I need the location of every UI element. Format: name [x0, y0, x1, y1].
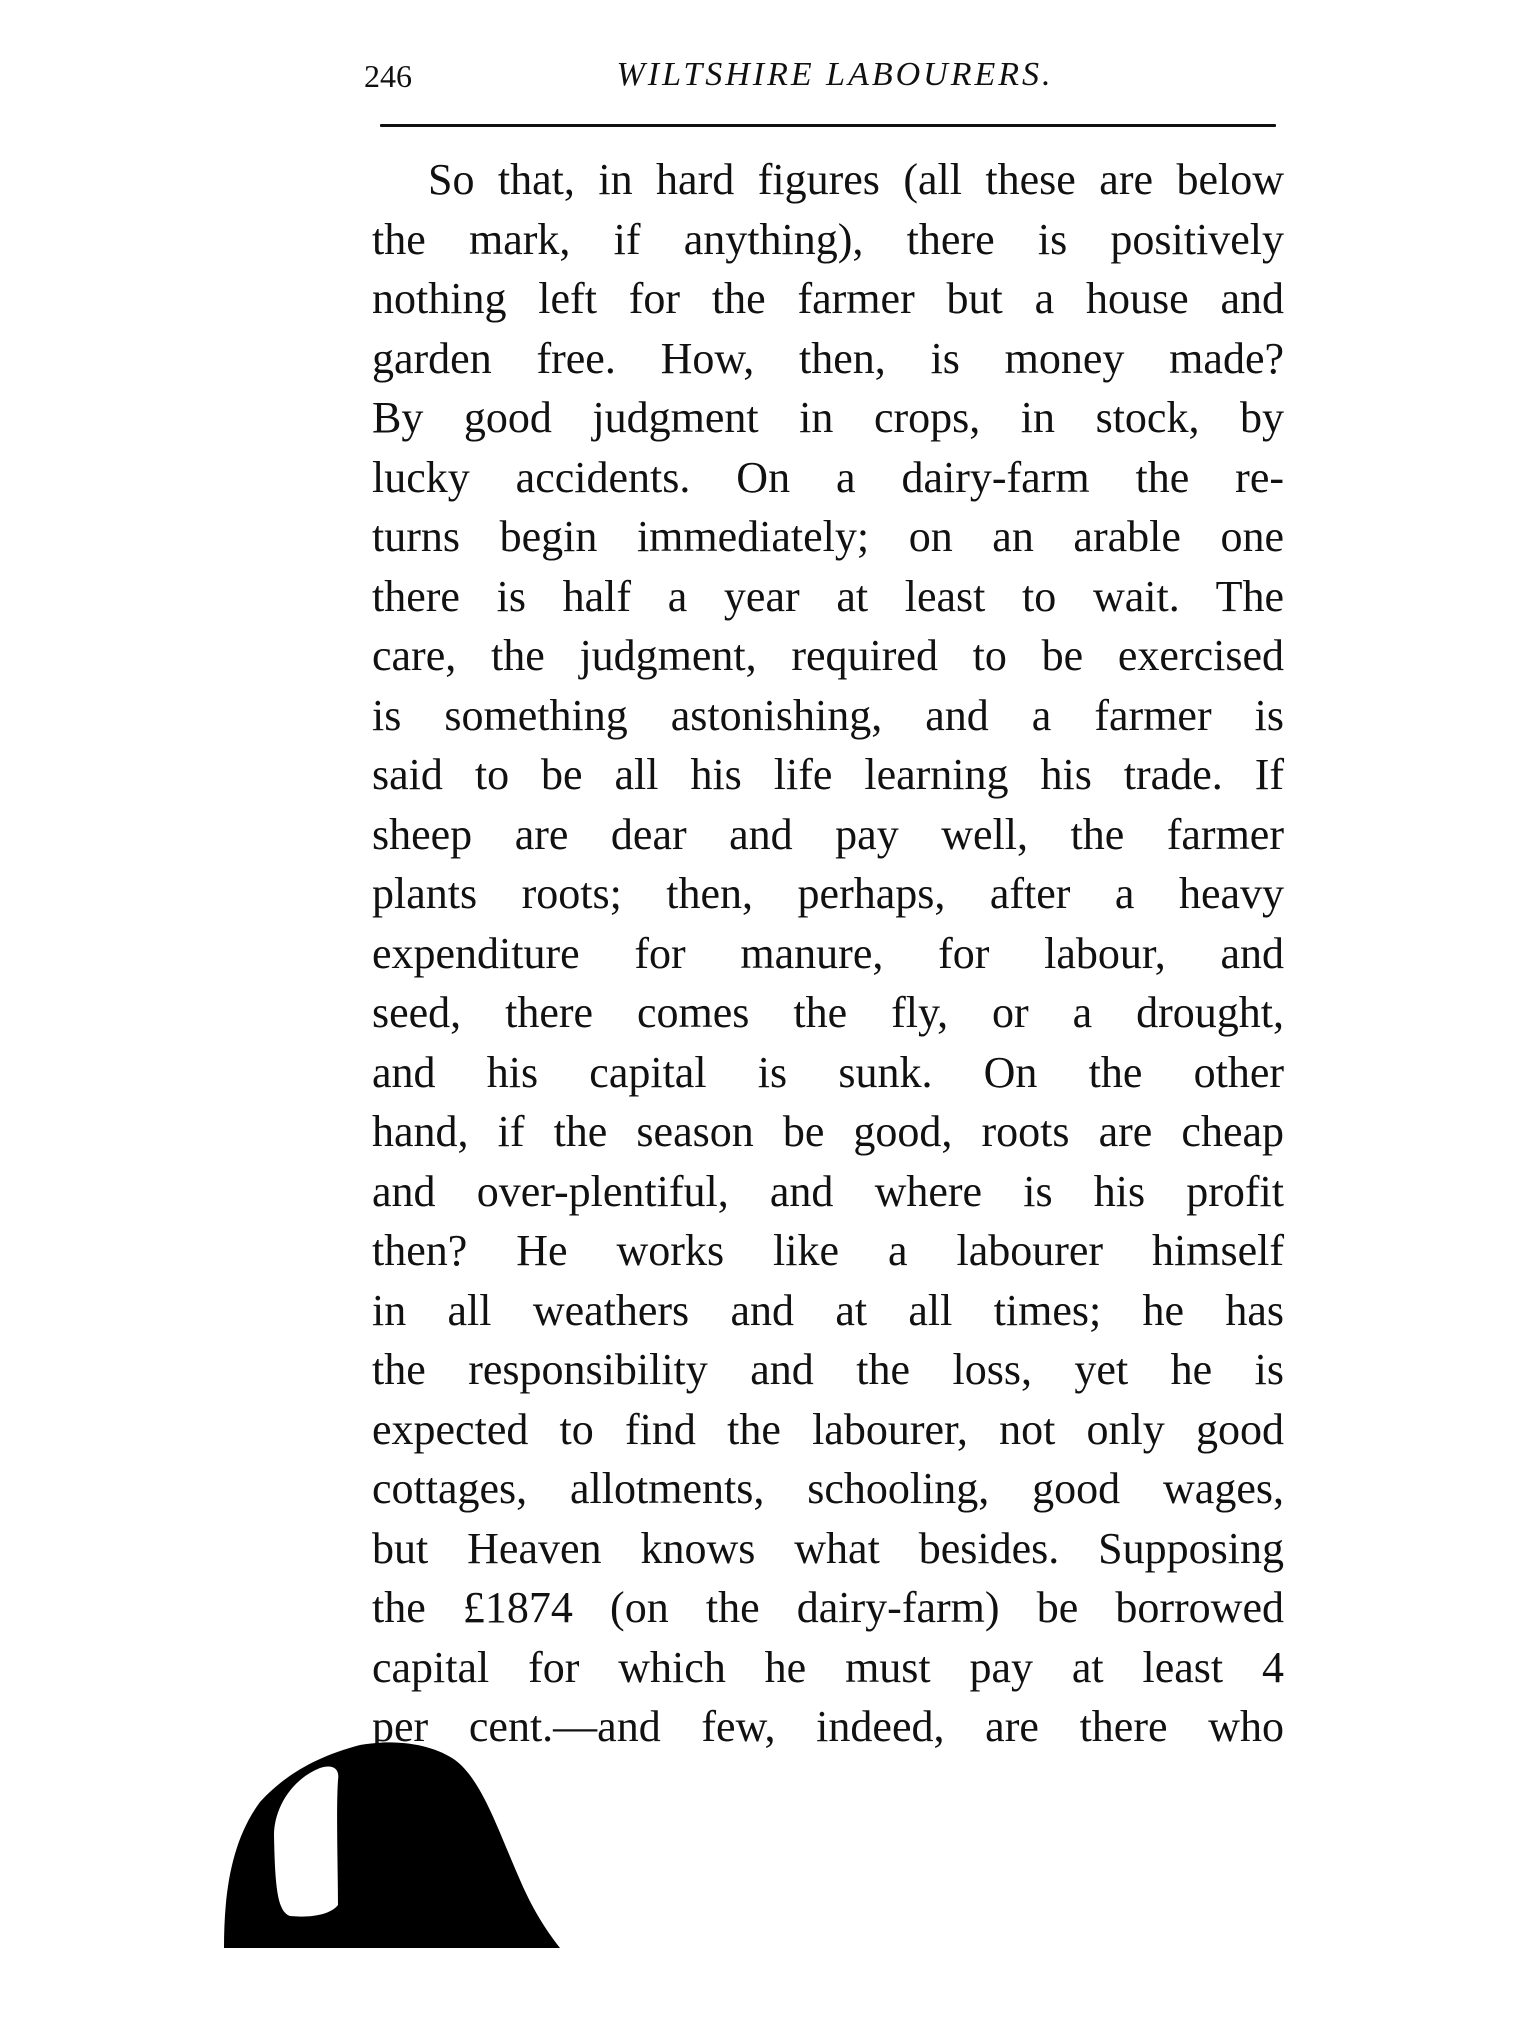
text-line: the £1874 (on the dairy-farm) be borrowed [372, 1583, 1284, 1632]
text-line: sheep are dear and pay well, the farmer [372, 809, 1284, 859]
text-line: in all weathers and at all times; he has [372, 1285, 1284, 1335]
text-line: seed, there comes the fly, or a drought, [372, 988, 1284, 1037]
page-number: 246 [364, 58, 412, 94]
text-line: care, the judgment, required to be exercised [372, 631, 1284, 680]
text-line: lucky accidents. On a dairy-farm the re- [372, 452, 1284, 502]
text-line: turns begin immediately; on an arable one [372, 512, 1284, 561]
text-line: there is half a year at least to wait. The [372, 571, 1284, 621]
text-line: nothing left for the farmer but a house and [372, 274, 1284, 323]
scanner-thumb-shadow [220, 1740, 565, 1955]
text-line: hand, if the season be good, roots are cheap [372, 1107, 1284, 1156]
text-line: is something astonishing, and a farmer is [372, 690, 1284, 740]
text-line: and his capital is sunk. On the other [372, 1047, 1284, 1097]
text-line: capital for which he must pay at least 4 [372, 1642, 1284, 1692]
text-line: By good judgment in crops, in stock, by [372, 393, 1284, 442]
header-rule [380, 124, 1276, 127]
text-line: garden free. How, then, is money made? [372, 333, 1284, 383]
text-line: expected to find the labourer, not only good [372, 1404, 1284, 1454]
text-line: plants roots; then, perhaps, after a heavy [372, 869, 1284, 918]
body-paragraph [372, 150, 1284, 1757]
text-line: the responsibility and the loss, yet he is [372, 1345, 1284, 1394]
text-line: cottages, allotments, schooling, good wages, [372, 1464, 1284, 1513]
text-line: per cent.—and few, indeed, are there who [372, 1702, 1284, 1751]
text-line: then? He works like a labourer himself [372, 1226, 1284, 1275]
text-line: and over-plentiful, and where is his profit [372, 1166, 1284, 1216]
text-line: So that, in hard figures (all these are below [428, 155, 1284, 204]
text-line: but Heaven knows what besides. Supposing [372, 1523, 1284, 1573]
text-line: the mark, if anything), there is positively [372, 214, 1284, 264]
text-line: said to be all his life learning his trade. If [372, 750, 1284, 799]
text-line: expenditure for manure, for labour, and [372, 928, 1284, 978]
running-head: WILTSHIRE LABOURERS. [616, 56, 1054, 93]
